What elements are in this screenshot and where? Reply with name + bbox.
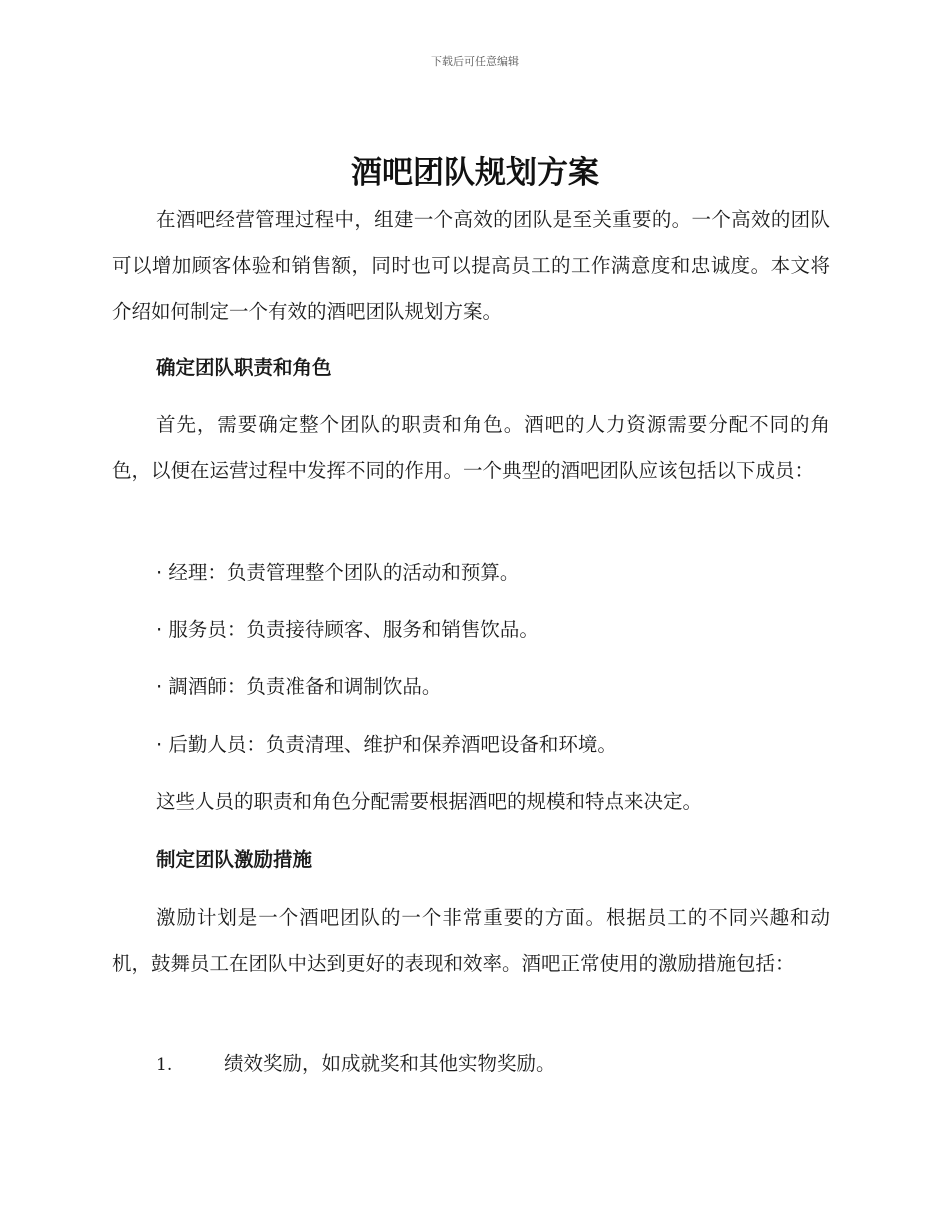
header-note: 下载后可任意编辑 xyxy=(431,55,519,68)
role-bullet-bartender: · 調酒師：负责准备和调制饮品。 xyxy=(156,675,442,698)
role-bullet-server: · 服务员：负责接待顾客、服务和销售饮品。 xyxy=(156,618,539,641)
list-item-text: 绩效奖励，如成就奖和其他实物奖励。 xyxy=(224,1052,556,1075)
section-heading-incentives: 制定团队激励措施 xyxy=(156,848,313,871)
intro-paragraph: 在酒吧经营管理过程中，组建一个高效的团队是至关重要的。一个高效的团队可以增加顾客体验和销售额，同时也可以提高员工的工作满意度和忠诚度。本文将介绍如何制定一个有效的酒吧团队规划方案。 xyxy=(112,208,830,323)
document-title: 酒吧团队规划方案 xyxy=(351,155,599,191)
list-item-number: 1. xyxy=(156,1055,173,1075)
section-heading-roles: 确定团队职责和角色 xyxy=(156,356,332,379)
role-bullet-support-staff: · 后勤人员：负责清理、维护和保养酒吧设备和环境。 xyxy=(156,733,617,756)
incentives-paragraph: 激励计划是一个酒吧团队的一个非常重要的方面。根据员工的不同兴趣和动机，鼓舞员工在团队中达到更好的表现和效率。酒吧正常使用的激励措施包括： xyxy=(112,906,830,975)
roles-closing-paragraph: 这些人员的职责和角色分配需要根据酒吧的规模和特点来决定。 xyxy=(156,790,703,813)
roles-paragraph: 首先，需要确定整个团队的职责和角色。酒吧的人力资源需要分配不同的角色，以便在运营过程中发挥不同的作用。一个典型的酒吧团队应该包括以下成员： xyxy=(112,413,830,482)
role-bullet-manager: · 经理：负责管理整个团队的活动和预算。 xyxy=(156,561,520,584)
incentive-list-item xyxy=(156,1044,556,1085)
